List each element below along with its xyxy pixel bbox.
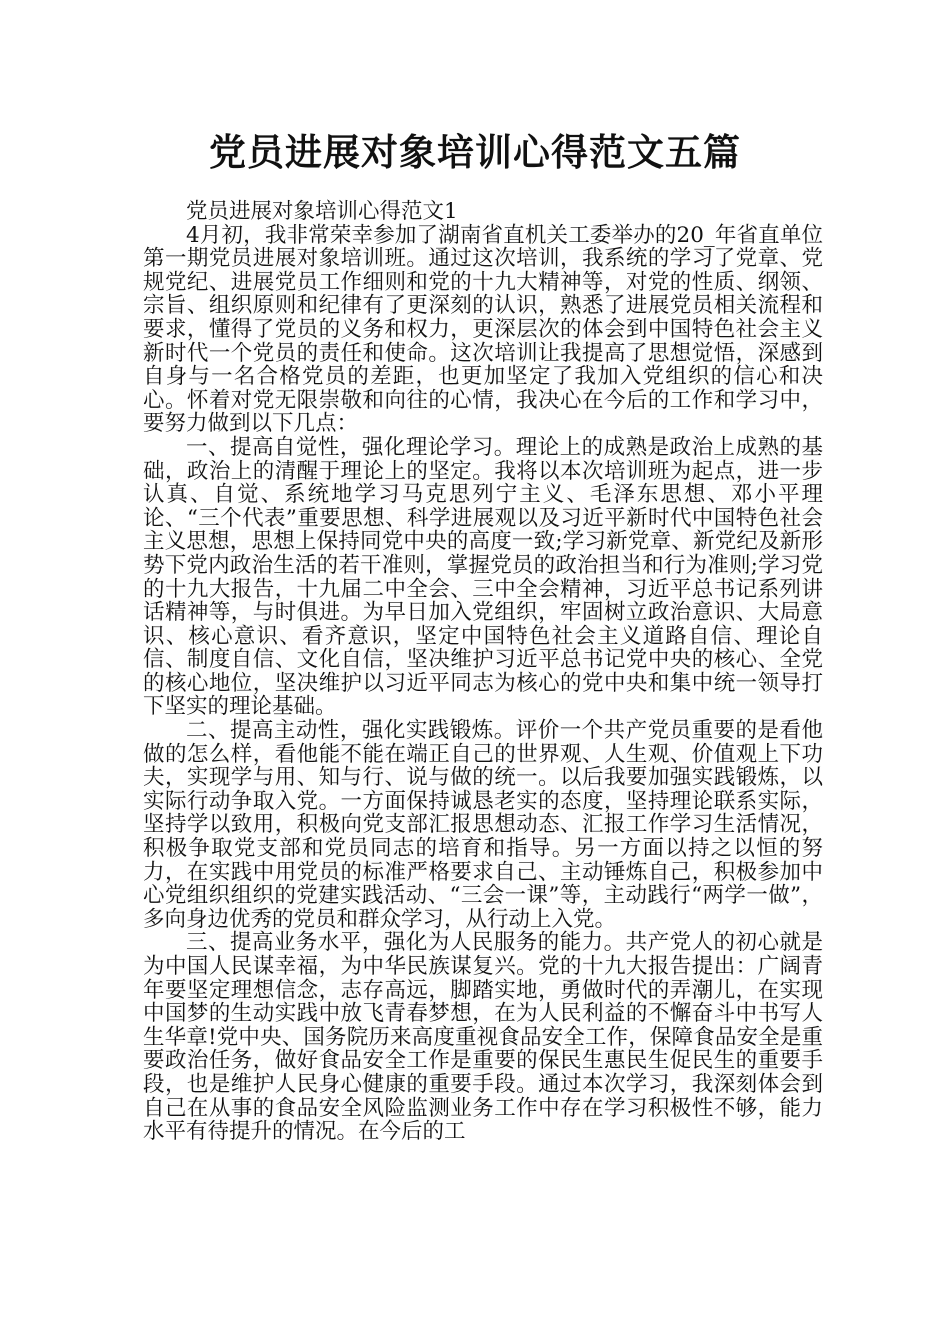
- body-paragraph: 4月初，我非常荣幸参加了湖南省直机关工委举办的20_年省直单位第一期党员进展对象培训班。通过这次培训，我系统的学习了党章、党规党纪、进展党员工作细则和党的十九大精神等，对党的性质、纲领、宗旨、组织原则和纪律有了更深刻的认识，熟悉了进展党员相关流程和要求，懂得了党员的义务和权力，更深层次的体会到中国特色社会主义新时代一个党员的责任和使命。这次培训让我提高了思想觉悟，深感到自身与一名合格党员的差距，也更加坚定了我加入党组织的信心和决心。怀着对党无限崇敬和向往的心情，我决心在今后的工作和学习中，要努力做到以下几点：: [143, 222, 823, 437]
- body-paragraph: 二、提高主动性，强化实践锻炼。评价一个共产党员重要的是看他做的怎么样，看他能不能在端正自己的世界观、人生观、价值观上下功夫，实现学与用、知与行、说与做的统一。以后我要加强实践锻炼，以实际行动争取入党。一方面保持诚恳老实的态度，坚持理论联系实际，坚持学以致用，积极向党支部汇报思想动态、汇报工作学习生活情况，积极争取党支部和党员同志的培育和指导。另一方面以持之以恒的努力，在实践中用党员的标准严格要求自己、主动锤炼自己，积极参加中心党组织组织的党建实践活动、“三会一课”等，主动践行“两学一做”，多向身边优秀的党员和群众学习，从行动上入党。: [143, 718, 823, 932]
- body-paragraph: 三、提高业务水平，强化为人民服务的能力。共产党人的初心就是为中国人民谋幸福，为中华民族谋复兴。党的十九大报告提出：广阔青年要坚定理想信念，志存高远，脚踏实地，勇做时代的弄潮儿，在实现中国梦的生动实践中放飞青春梦想，在为人民利益的不懈奋斗中书写人生华章!党中央、国务院历来高度重视食品安全工作，保障食品安全是重要政治任务，做好食品安全工作是重要的保民生惠民生促民生的重要手段，也是维护人民身心健康的重要手段。通过本次学习，我深刻体会到自己在从事的食品安全风险监测业务工作中存在学习积极性不够，能力水平有待提升的情况。在今后的工: [143, 930, 823, 1145]
- document-title: 党员进展对象培训心得范文五篇: [209, 130, 741, 174]
- subtitle-paragraph: 党员进展对象培训心得范文1: [186, 199, 458, 224]
- document-body: [143, 200, 823, 1144]
- body-paragraph: 一、提高自觉性，强化理论学习。理论上的成熟是政治上成熟的基础，政治上的清醒于理论上的坚定。我将以本次培训班为起点，进一步认真、自觉、系统地学习马克思列宁主义、毛泽东思想、邓小平理论、“三个代表”重要思想、科学进展观以及习近平新时代中国特色社会主义思想，思想上保持同党中央的高度一致;学习新党章、新党纪及新形势下党内政治生活的若干准则，掌握党员的政治担当和行为准则;学习党的十九大报告，十九届二中全会、三中全会精神，习近平总书记系列讲话精神等，与时俱进。为早日加入党组织，牢固树立政治意识、大局意识、核心意识、看齐意识，坚定中国特色社会主义道路自信、理论自信、制度自信、文化自信，坚决维护习近平总书记党中央的核心、全党的核心地位，坚决维护以习近平同志为核心的党中央和集中统一领导打下坚实的理论基础。: [143, 434, 823, 720]
